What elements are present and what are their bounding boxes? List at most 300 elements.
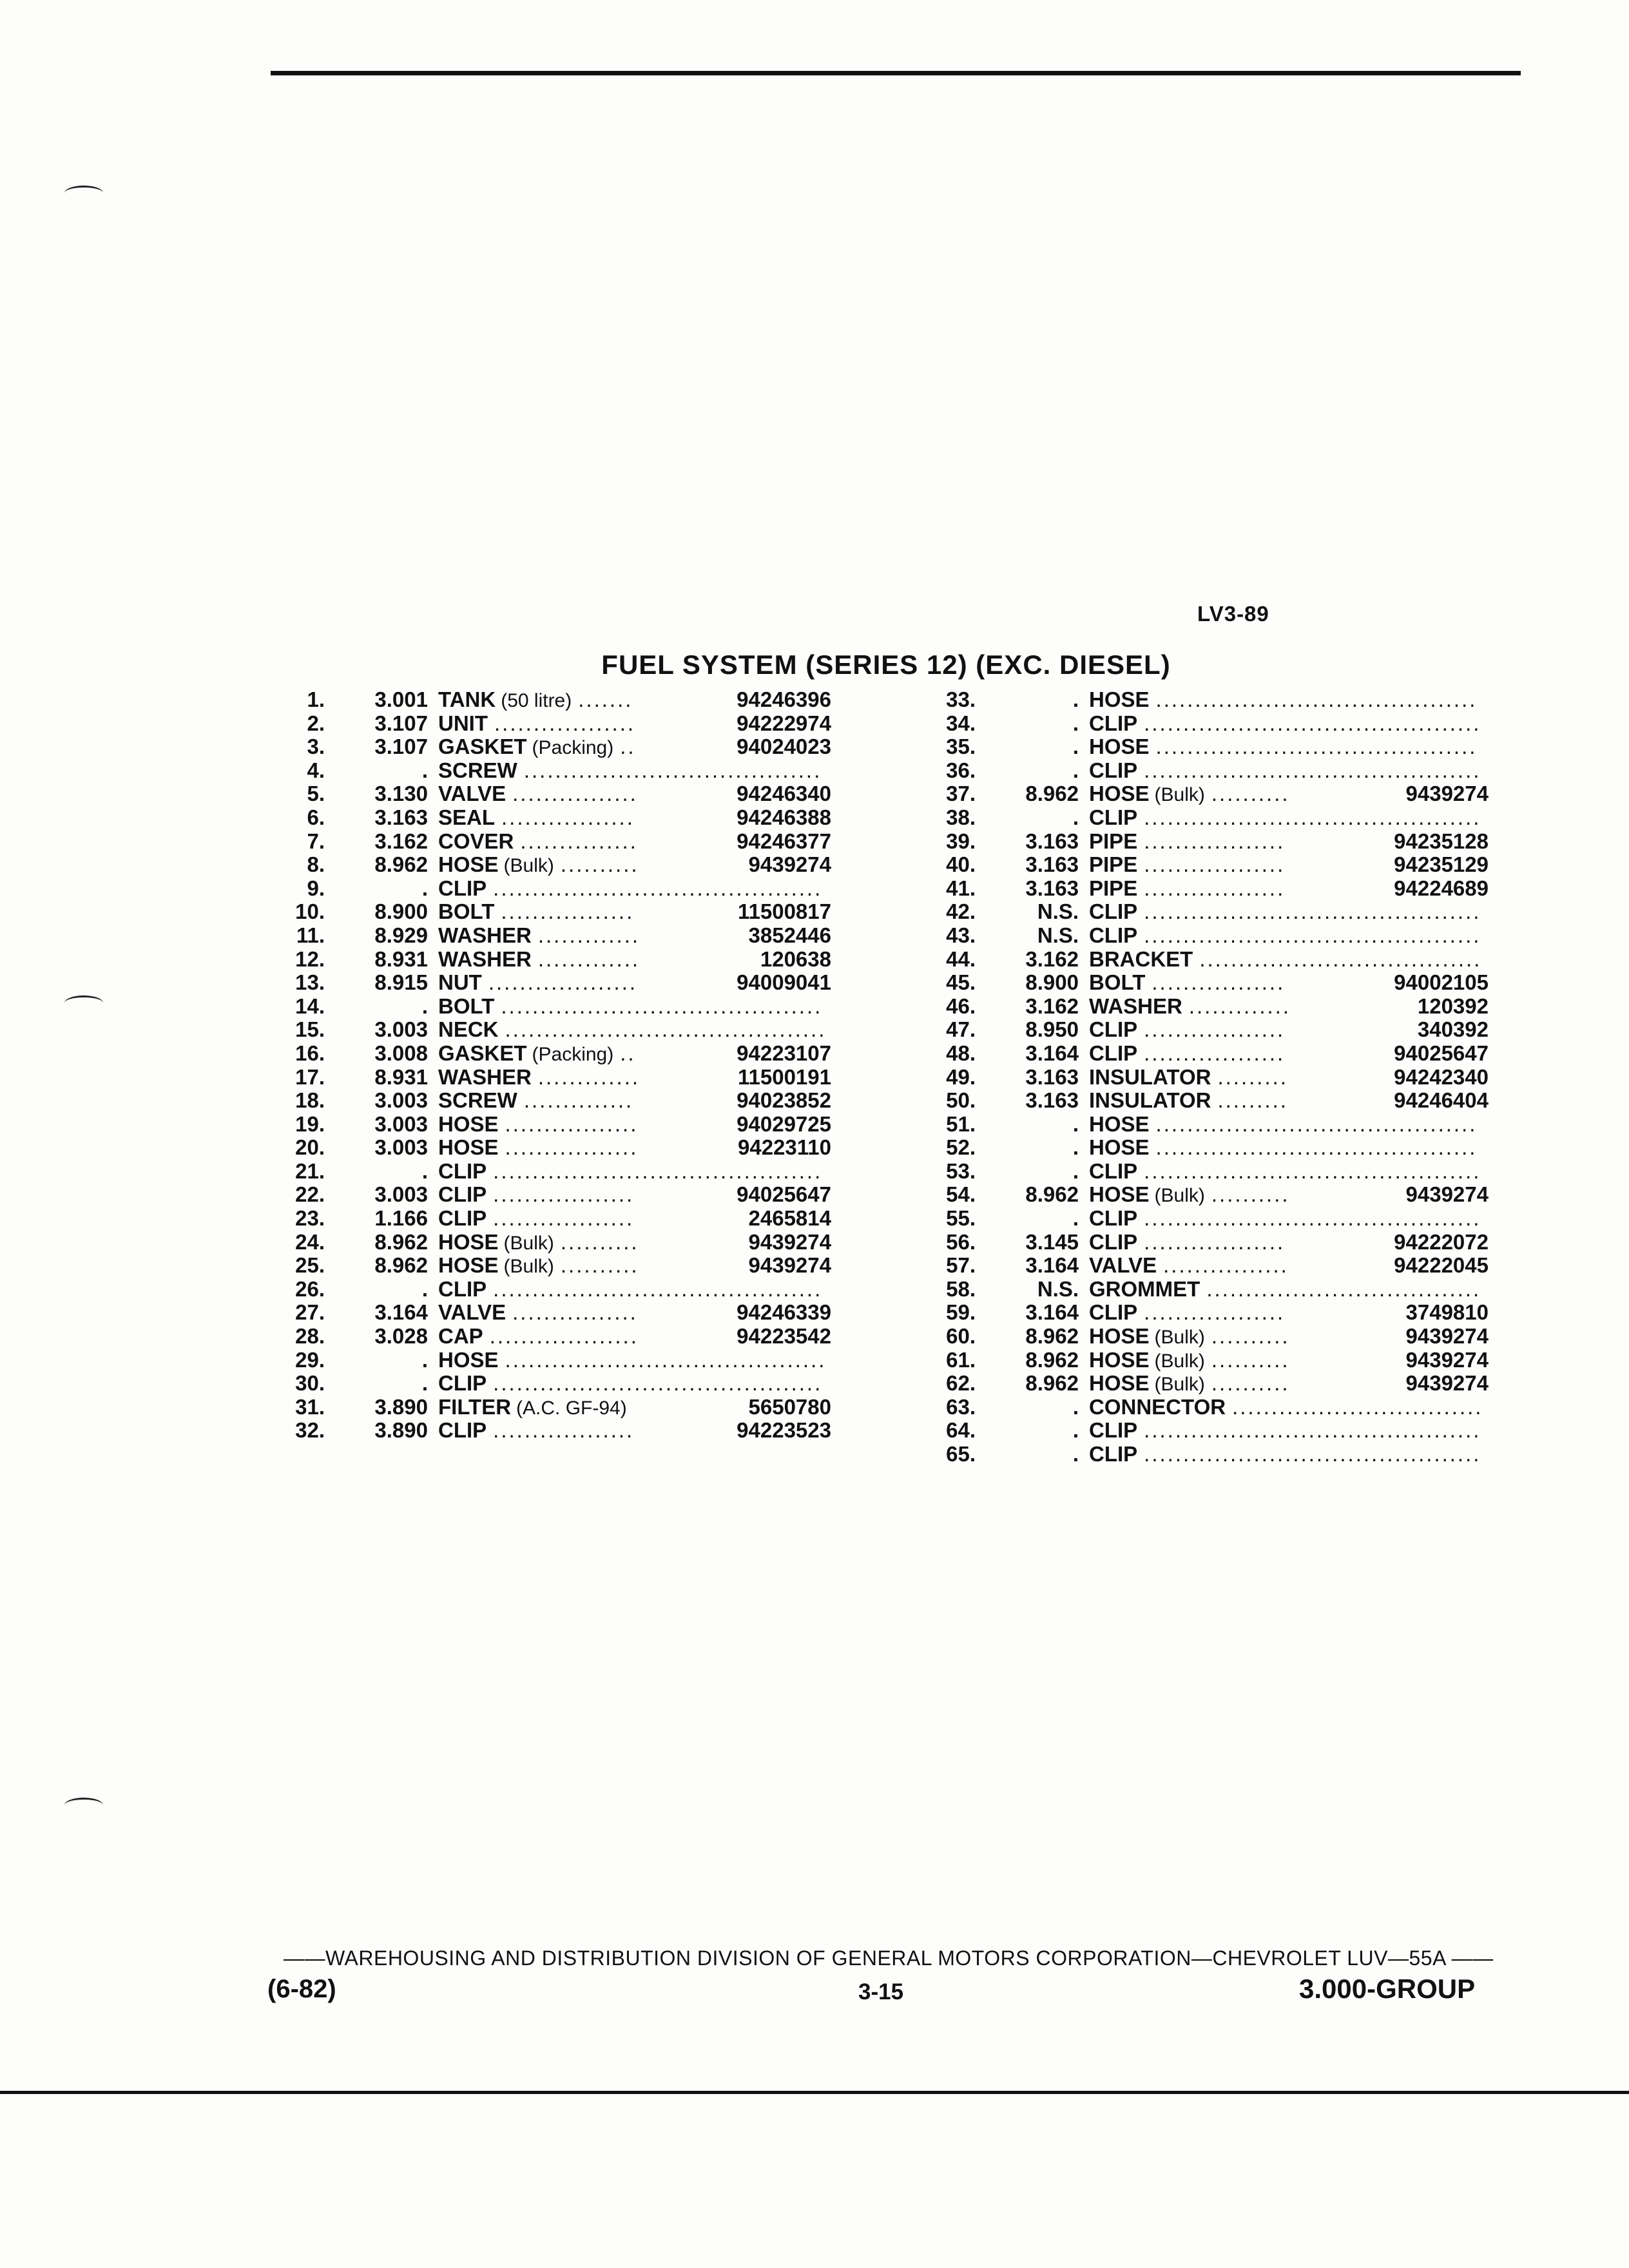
part-number: 9439274: [1405, 782, 1489, 806]
item-number: 41.: [946, 876, 976, 900]
leader-dots: .......: [578, 687, 633, 711]
group-code: 8.900: [1025, 970, 1079, 995]
group-code: .: [1072, 1418, 1079, 1443]
group-code: 8.962: [374, 1253, 428, 1278]
group-code: .: [421, 1347, 428, 1372]
part-description: [438, 830, 638, 854]
leader-dots: ..........................................: [493, 1158, 823, 1183]
group-code: 3.162: [1025, 994, 1079, 1018]
part-number: 120392: [1417, 994, 1489, 1018]
part-description: [438, 759, 822, 783]
leader-dots: ..........................................: [493, 1371, 823, 1396]
leader-dots: ...........................................: [1144, 923, 1481, 947]
part-name: CLIP: [1089, 1418, 1138, 1443]
part-description: [438, 853, 639, 878]
part-name: CAP: [438, 1324, 483, 1349]
part-qualifier: (Bulk): [503, 1232, 554, 1254]
bottom-rule: [0, 2091, 1629, 2094]
part-qualifier: (Bulk): [1154, 784, 1205, 806]
item-number: 61.: [946, 1347, 976, 1372]
part-name: HOSE: [1089, 1182, 1150, 1207]
item-number: 37.: [946, 782, 976, 806]
part-number: 3749810: [1405, 1300, 1489, 1325]
part-name: GROMMET: [1089, 1276, 1200, 1301]
item-number: 50.: [946, 1088, 976, 1113]
part-number: 94222974: [737, 711, 831, 735]
item-number: 31.: [295, 1394, 325, 1419]
group-code: 3.003: [374, 1182, 428, 1207]
item-number: 48.: [946, 1041, 976, 1065]
footer-division-line: ——WAREHOUSING AND DISTRIBUTION DIVISION OF GENERAL MOTORS CORPORATION—CHEVROLET LUV—55A ——: [284, 1946, 1494, 1970]
part-name: HOSE: [438, 1229, 499, 1254]
group-code: 8.962: [1025, 1347, 1079, 1372]
part-description: [1089, 830, 1285, 854]
figure-reference: LV3-89: [1197, 602, 1269, 626]
part-name: SEAL: [438, 805, 496, 829]
group-code: 8.962: [374, 852, 428, 877]
item-number: 18.: [295, 1088, 325, 1113]
part-number: 94246396: [737, 687, 831, 711]
part-description: [438, 877, 822, 901]
part-name: PIPE: [1089, 852, 1138, 877]
part-description: [438, 1018, 826, 1042]
part-name: CLIP: [1089, 1158, 1138, 1183]
item-number: 24.: [295, 1229, 325, 1254]
leader-dots: ..................: [1144, 1300, 1286, 1325]
part-description: [438, 1372, 822, 1396]
part-description: [438, 1160, 822, 1184]
leader-dots: .............: [537, 1064, 641, 1089]
item-number: 29.: [295, 1347, 325, 1372]
part-description: [438, 735, 636, 760]
part-description: [438, 1136, 638, 1160]
group-code: .: [421, 1371, 428, 1396]
part-name: FILTER: [438, 1394, 512, 1419]
part-description: [1089, 1018, 1285, 1042]
item-number: 9.: [307, 876, 325, 900]
group-code: .: [421, 758, 428, 782]
part-number: 9439274: [748, 852, 831, 877]
part-number: 3852446: [748, 923, 831, 947]
part-description: [1089, 806, 1481, 830]
leader-dots: ...........................................: [1144, 1206, 1481, 1231]
item-number: 15.: [295, 1017, 325, 1042]
section-title: FUEL SYSTEM (SERIES 12) (EXC. DIESEL): [601, 649, 1171, 680]
leader-dots: ..................: [493, 1206, 635, 1231]
part-number: 11500817: [737, 899, 831, 924]
part-description: [438, 1113, 638, 1137]
group-code: 3.162: [374, 829, 428, 853]
part-name: TANK: [438, 687, 496, 711]
item-number: 34.: [946, 711, 976, 735]
part-number: 94224689: [1394, 876, 1489, 900]
part-name: CLIP: [438, 1371, 487, 1396]
part-name: CONNECTOR: [1089, 1394, 1226, 1419]
part-description: [438, 782, 638, 806]
group-code: 3.163: [1025, 829, 1079, 853]
item-number: 2.: [307, 711, 325, 735]
part-qualifier: (Packing): [532, 1043, 614, 1065]
part-description: [438, 1396, 633, 1421]
part-description: [1089, 688, 1477, 712]
group-code: 3.107: [374, 735, 428, 759]
part-qualifier: (Bulk): [503, 855, 554, 877]
item-number: 21.: [295, 1158, 325, 1183]
part-description: [438, 995, 822, 1019]
group-code: 3.003: [374, 1017, 428, 1042]
item-number: 51.: [946, 1111, 976, 1136]
leader-dots: ..................: [1144, 1041, 1286, 1065]
part-description: [438, 806, 635, 830]
part-qualifier: (Bulk): [1154, 1374, 1205, 1396]
part-name: WASHER: [1089, 994, 1182, 1018]
item-number: 56.: [946, 1229, 976, 1254]
group-code: 3.164: [1025, 1300, 1079, 1325]
part-name: SCREW: [438, 1088, 517, 1113]
group-code: 3.008: [374, 1041, 428, 1065]
binder-hole-mark: [64, 186, 103, 200]
part-description: [1089, 1160, 1481, 1184]
group-code: .: [1072, 758, 1079, 782]
part-description: [1089, 759, 1481, 783]
leader-dots: ...................: [489, 1324, 639, 1349]
group-code: 3.890: [374, 1418, 428, 1443]
part-description: [1089, 1066, 1288, 1090]
item-number: 46.: [946, 994, 976, 1018]
part-description: [438, 900, 634, 924]
part-description: [438, 1325, 639, 1349]
part-name: WASHER: [438, 1064, 532, 1089]
part-description: [1089, 1207, 1481, 1231]
part-name: PIPE: [1089, 876, 1138, 900]
part-name: WASHER: [438, 923, 532, 947]
leader-dots: ...........................................: [1144, 805, 1481, 829]
leader-dots: ..................: [1144, 876, 1286, 900]
leader-dots: ..................: [493, 1182, 635, 1207]
part-name: SCREW: [438, 758, 517, 782]
part-number: 94246404: [1394, 1088, 1489, 1113]
part-description: [1089, 900, 1481, 924]
part-qualifier: (Bulk): [503, 1256, 554, 1278]
item-number: 43.: [946, 923, 976, 947]
part-name: HOSE: [438, 1135, 499, 1160]
leader-dots: .........................................: [505, 1017, 827, 1042]
part-number: 9439274: [748, 1229, 831, 1254]
part-name: HOSE: [438, 1253, 499, 1278]
part-number: 94025647: [1394, 1041, 1489, 1065]
leader-dots: ................: [1163, 1253, 1289, 1278]
item-number: 14.: [295, 994, 325, 1018]
part-name: CLIP: [438, 1158, 487, 1183]
group-code: 3.164: [374, 1300, 428, 1325]
part-description: [1089, 1443, 1481, 1466]
part-name: CLIP: [1089, 1442, 1138, 1466]
part-number: 94025647: [737, 1182, 831, 1207]
part-description: [1089, 1113, 1477, 1137]
item-number: 60.: [946, 1324, 976, 1349]
part-number: 94242340: [1394, 1064, 1489, 1089]
group-code: 8.929: [374, 923, 428, 947]
part-number: 94223542: [737, 1324, 831, 1349]
part-name: HOSE: [438, 852, 499, 877]
group-code: N.S.: [1037, 899, 1079, 924]
leader-dots: ..........: [560, 1229, 639, 1254]
leader-dots: ..................: [494, 711, 636, 735]
group-code: 8.962: [374, 1229, 428, 1254]
part-name: HOSE: [1089, 1371, 1150, 1396]
part-name: COVER: [438, 829, 514, 853]
part-name: CLIP: [438, 1182, 487, 1207]
part-number: 9439274: [1405, 1324, 1489, 1349]
part-name: HOSE: [1089, 1135, 1150, 1160]
group-code: N.S.: [1037, 923, 1079, 947]
leader-dots: .................: [501, 899, 635, 924]
part-number: 120638: [760, 947, 831, 971]
part-name: VALVE: [438, 1300, 506, 1325]
part-name: CLIP: [1089, 711, 1138, 735]
part-description: [1089, 1301, 1285, 1325]
part-number: 94223107: [737, 1041, 831, 1065]
part-name: GASKET: [438, 735, 527, 759]
item-number: 42.: [946, 899, 976, 924]
item-number: 26.: [295, 1276, 325, 1301]
part-description: [438, 1349, 826, 1372]
leader-dots: ..................: [1144, 829, 1286, 853]
item-number: 57.: [946, 1253, 976, 1278]
item-number: 62.: [946, 1371, 976, 1396]
part-number: 94222072: [1394, 1229, 1489, 1254]
item-number: 47.: [946, 1017, 976, 1042]
part-description: [1089, 948, 1481, 972]
item-number: 3.: [307, 735, 325, 759]
group-code: .: [421, 1276, 428, 1301]
group-code: .: [1072, 1394, 1079, 1419]
item-number: 54.: [946, 1182, 976, 1207]
part-name: INSULATOR: [1089, 1088, 1211, 1113]
part-name: BOLT: [1089, 970, 1146, 995]
part-number: 94223523: [737, 1418, 831, 1443]
part-name: CLIP: [1089, 758, 1138, 782]
part-number: 94223110: [737, 1135, 831, 1160]
item-number: 8.: [307, 852, 325, 877]
group-code: 3.163: [1025, 1088, 1079, 1113]
part-number: 94024023: [737, 735, 831, 759]
group-code: 8.915: [374, 970, 428, 995]
leader-dots: .........................................: [1155, 735, 1478, 759]
part-name: WASHER: [438, 947, 532, 971]
group-code: .: [1072, 687, 1079, 711]
item-number: 33.: [946, 687, 976, 711]
leader-dots: ...............: [520, 829, 638, 853]
part-number: 9439274: [1405, 1371, 1489, 1396]
part-name: CLIP: [1089, 923, 1138, 947]
part-name: HOSE: [1089, 1347, 1150, 1372]
item-number: 28.: [295, 1324, 325, 1349]
part-description: [1089, 1419, 1481, 1443]
part-description: [438, 1066, 640, 1090]
item-number: 7.: [307, 829, 325, 853]
leader-dots: .............: [537, 947, 641, 971]
group-code: 3.028: [374, 1324, 428, 1349]
part-number: 2465814: [748, 1206, 831, 1231]
part-description: [438, 948, 640, 972]
part-name: CLIP: [1089, 1206, 1138, 1231]
leader-dots: ................................: [1232, 1394, 1483, 1419]
part-name: INSULATOR: [1089, 1064, 1211, 1089]
part-name: NUT: [438, 970, 482, 995]
part-qualifier: (Packing): [532, 737, 614, 759]
leader-dots: ...................: [488, 970, 638, 995]
group-code: 3.003: [374, 1088, 428, 1113]
item-number: 65.: [946, 1442, 976, 1466]
item-number: 38.: [946, 805, 976, 829]
part-name: VALVE: [438, 782, 506, 806]
part-name: CLIP: [1089, 1041, 1138, 1065]
group-code: 1.166: [374, 1206, 428, 1231]
item-number: 20.: [295, 1135, 325, 1160]
item-number: 5.: [307, 782, 325, 806]
part-description: [1089, 971, 1285, 995]
part-description: [438, 1231, 639, 1256]
part-description: [438, 1207, 634, 1231]
part-number: 11500191: [737, 1064, 831, 1089]
part-name: PIPE: [1089, 829, 1138, 853]
group-code: 8.962: [1025, 1371, 1079, 1396]
part-name: NECK: [438, 1017, 499, 1042]
part-name: CLIP: [438, 1206, 487, 1231]
leader-dots: ....................................: [1199, 947, 1482, 971]
group-code: .: [421, 1158, 428, 1183]
leader-dots: ..........: [1211, 1182, 1290, 1207]
part-description: [438, 1278, 822, 1302]
group-code: .: [1072, 711, 1079, 735]
group-code: 3.003: [374, 1135, 428, 1160]
leader-dots: ..: [620, 1041, 636, 1065]
leader-dots: .........................................: [1155, 1111, 1478, 1136]
part-name: CLIP: [1089, 805, 1138, 829]
group-code: .: [1072, 735, 1079, 759]
group-code: N.S.: [1037, 1276, 1079, 1301]
part-name: CLIP: [1089, 899, 1138, 924]
leader-dots: ..................: [1144, 1017, 1286, 1042]
leader-dots: ..........: [1211, 1371, 1290, 1396]
group-code: 8.931: [374, 1064, 428, 1089]
item-number: 6.: [307, 805, 325, 829]
group-code: .: [421, 994, 428, 1018]
part-number: 94002105: [1394, 970, 1489, 995]
part-number: 94246340: [737, 782, 831, 806]
item-number: 27.: [295, 1300, 325, 1325]
part-name: CLIP: [438, 1276, 487, 1301]
group-code: .: [1072, 805, 1079, 829]
leader-dots: .........: [1217, 1064, 1288, 1089]
leader-dots: .................: [1152, 970, 1286, 995]
group-code: .: [1072, 1158, 1079, 1183]
part-name: BRACKET: [1089, 947, 1193, 971]
group-code: 3.162: [1025, 947, 1079, 971]
part-number: 94029725: [737, 1111, 831, 1136]
group-code: .: [1072, 1442, 1079, 1466]
part-qualifier: (A.C. GF-94): [516, 1397, 627, 1419]
part-description: [438, 1301, 638, 1325]
part-description: [1089, 782, 1290, 807]
leader-dots: ...........................................: [1144, 1442, 1481, 1466]
part-number: 94246388: [737, 805, 831, 829]
group-code: 8.962: [1025, 1182, 1079, 1207]
leader-dots: ..........................................: [493, 876, 823, 900]
top-rule: [271, 71, 1521, 75]
part-description: [1089, 712, 1481, 736]
part-number: 340392: [1417, 1017, 1489, 1042]
part-name: HOSE: [438, 1347, 499, 1372]
part-number: 94235128: [1394, 829, 1489, 853]
item-number: 17.: [295, 1064, 325, 1089]
part-name: HOSE: [1089, 1324, 1150, 1349]
leader-dots: .............: [537, 923, 641, 947]
leader-dots: ...........................................: [1144, 758, 1481, 782]
item-number: 40.: [946, 852, 976, 877]
part-number: 94235129: [1394, 852, 1489, 877]
part-name: BOLT: [438, 899, 495, 924]
part-description: [1089, 1349, 1290, 1374]
part-name: HOSE: [1089, 687, 1150, 711]
part-description: [1089, 995, 1291, 1019]
group-code: 3.130: [374, 782, 428, 806]
part-name: HOSE: [1089, 1111, 1150, 1136]
part-name: UNIT: [438, 711, 488, 735]
item-number: 32.: [295, 1418, 325, 1443]
binder-hole-mark: [64, 995, 103, 1010]
item-number: 23.: [295, 1206, 325, 1231]
part-number: 94246339: [737, 1300, 831, 1325]
part-description: [1089, 1396, 1483, 1419]
part-number: 9439274: [1405, 1182, 1489, 1207]
part-number: 9439274: [748, 1253, 831, 1278]
leader-dots: ................: [512, 782, 638, 806]
part-number: 94222045: [1394, 1253, 1489, 1278]
group-code: 3.145: [1025, 1229, 1079, 1254]
group-code: 3.163: [374, 805, 428, 829]
group-code: 3.163: [1025, 876, 1079, 900]
leader-dots: ..........: [560, 1253, 639, 1278]
item-number: 25.: [295, 1253, 325, 1278]
part-description: [1089, 1254, 1289, 1278]
leader-dots: ...................................: [1206, 1276, 1481, 1301]
item-number: 49.: [946, 1064, 976, 1089]
group-code: 8.900: [374, 899, 428, 924]
leader-dots: ................: [512, 1300, 638, 1325]
group-code: .: [421, 876, 428, 900]
group-code: 8.931: [374, 947, 428, 971]
item-number: 64.: [946, 1418, 976, 1443]
part-name: HOSE: [438, 1111, 499, 1136]
group-code: 3.164: [1025, 1253, 1079, 1278]
part-description: [1089, 1042, 1285, 1066]
leader-dots: ..........: [1211, 1324, 1290, 1349]
group-code: 3.890: [374, 1394, 428, 1419]
group-code: 3.163: [1025, 852, 1079, 877]
group-code: 8.962: [1025, 782, 1079, 806]
group-code: 3.001: [374, 687, 428, 711]
leader-dots: ..................: [493, 1418, 635, 1443]
item-number: 11.: [296, 923, 325, 947]
group-code: 3.003: [374, 1111, 428, 1136]
binder-hole-mark: [64, 1798, 103, 1812]
part-description: [438, 971, 637, 995]
part-description: [1089, 1089, 1288, 1113]
part-description: [438, 1254, 639, 1279]
part-name: VALVE: [1089, 1253, 1157, 1278]
